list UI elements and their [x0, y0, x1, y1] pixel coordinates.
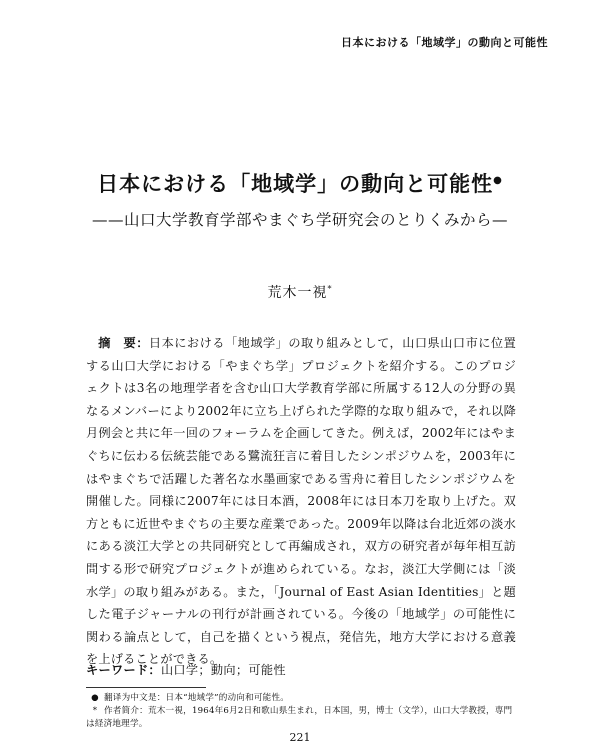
- footnote-item: [86, 692, 516, 705]
- page-number: 221: [289, 731, 311, 744]
- abstract: [86, 332, 516, 671]
- author-footnote-mark: *: [327, 284, 333, 294]
- abstract-paragraph: [86, 332, 516, 671]
- footnote-mark: ●: [91, 693, 99, 703]
- title-text: 日本における「地域学」の動向と可能性: [97, 171, 494, 196]
- author-name: 荒木一視: [267, 285, 328, 301]
- author-line: [0, 282, 600, 302]
- keywords: [86, 661, 516, 678]
- keywords-text: 山口学；動向；可能性: [160, 663, 286, 677]
- paper-title: [0, 168, 600, 198]
- abstract-label: 摘 要：: [98, 336, 149, 350]
- running-header: 日本における「地域学」の動向と可能性: [341, 36, 548, 49]
- footnotes: [86, 692, 516, 731]
- title-footnote-mark: ●: [493, 175, 503, 186]
- keywords-label: キーワード：: [86, 663, 161, 677]
- footnote-mark: *: [92, 706, 98, 716]
- footnote-text: 作者简介：荒木一視，1964年6月2日和歌山県生まれ，日本国，男，博士（文学），山口大学教授，専門は経済地理学。: [86, 706, 513, 729]
- abstract-text: 日本における「地域学」の取り組みとして，山口県山口市に位置する山口大学における「やまぐち学」プロジェクトを紹介する。このプロジェクトは3名の地理学者を含む山口大学教育学部に所属する12人の分野の異なるメンバーにより2002年に立ち上げられた学際的な取り組みで，それ以降月例会と共に年一回のフォーラムを企画してきた。例えば，2002年にはやまぐちに伝わる伝統芸能である鷺流狂言に着目したシンポジウムを，2003年にはやまぐちで活躍した著名な水墨画家である雪舟に着目したシンポジウムを開催した。同様に2007年には日本酒，2008年には日本刀を取り上げた。双方ともに近世やまぐちの主要な産業であった。2009年以降は台北近郊の淡水にある淡江大学との共同研究として再編成され，双方の研究者が毎年相互訪問する形で研究プロジェクトが進められている。なお，淡江大学側には「淡水学」の取り組みがある。また，「Journal of East Asian Identities」と題した電子ジャーナルの刊行が計画されている。今後の「地域学」の可能性に関わる論点として，自己を描くという視点，発信先，地方大学における意義を上げることができる。: [86, 336, 516, 667]
- footnote-text: 翻译为中文是：日本“地域学”的动向和可能性。: [104, 693, 290, 703]
- paper-subtitle: ——山口大学教育学部やまぐち学研究会のとりくみから—: [91, 211, 508, 229]
- footnote-item: [86, 705, 516, 731]
- footnote-divider: [86, 687, 206, 688]
